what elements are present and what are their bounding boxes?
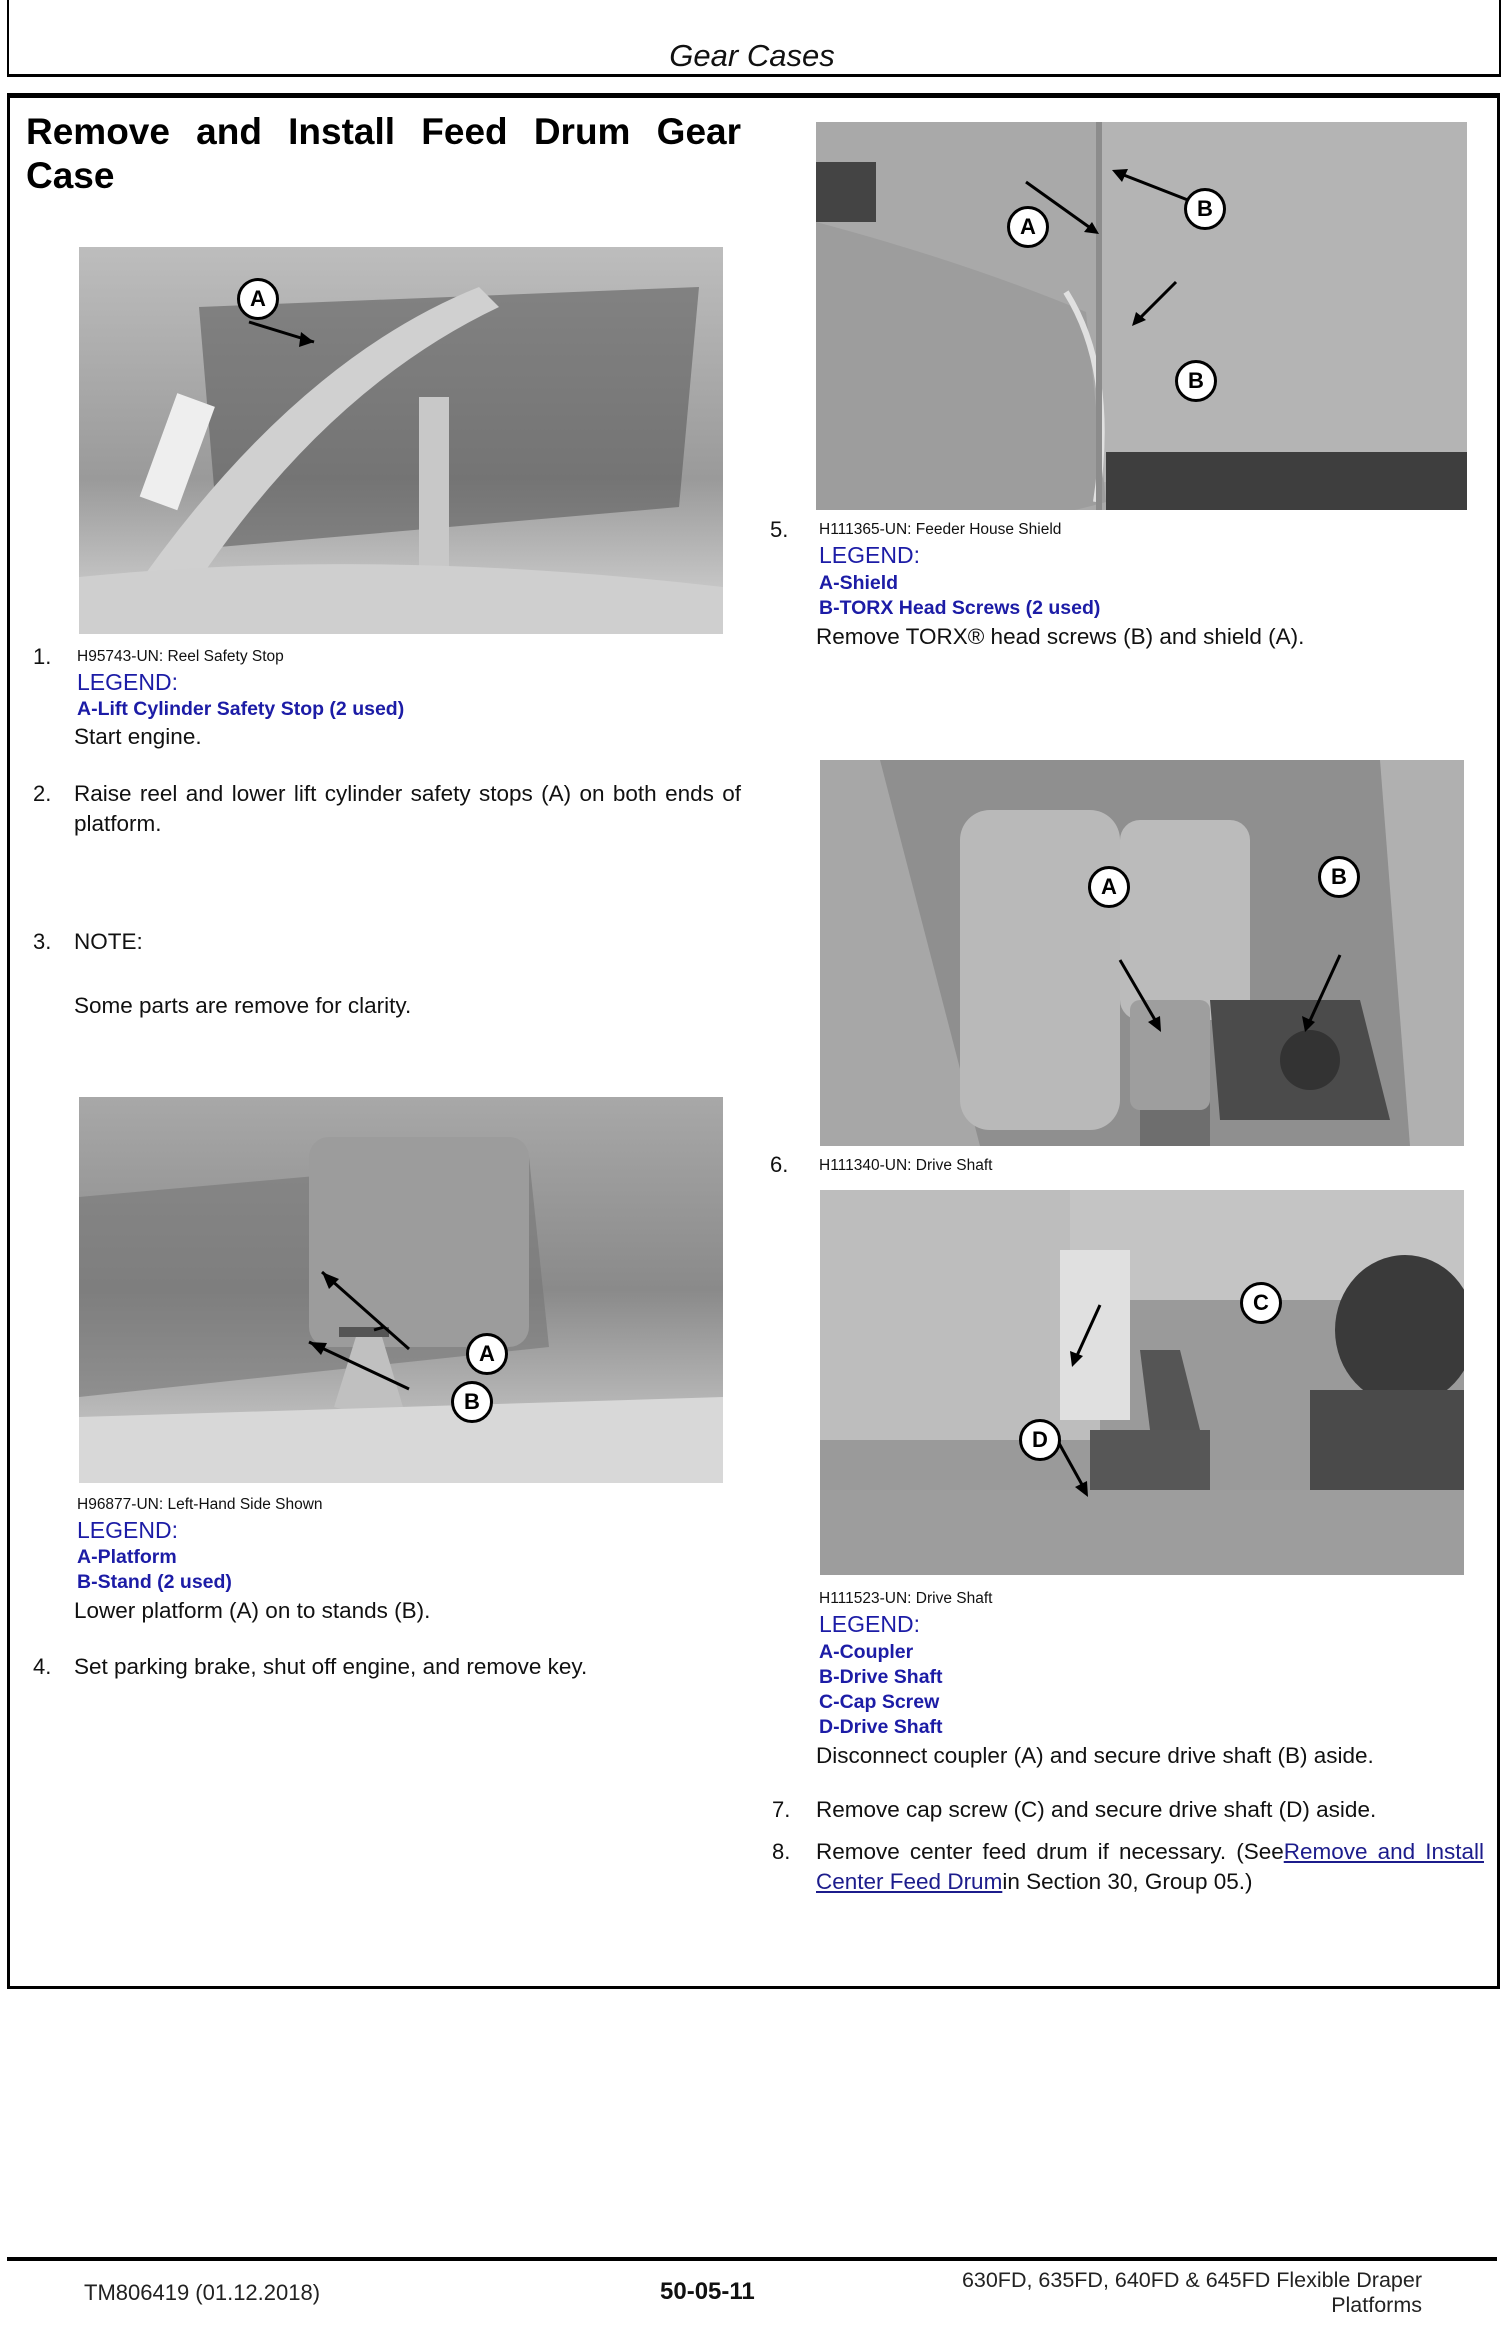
step-number: 7. [772, 1797, 791, 1822]
step-text: Remove center feed drum if necessary. (See [816, 1839, 1284, 1864]
callout-b: B [1184, 188, 1226, 230]
cross-reference-link[interactable]: Remove and Install Center Feed Drum [816, 1839, 1484, 1894]
step-instruction: Remove TORX® head screws (B) and shield (A). [816, 624, 1305, 649]
step-instruction: Raise reel and lower lift cylinder safety stops (A) on both ends of platform. [74, 781, 741, 836]
step-instruction: Set parking brake, shut off engine, and remove key. [74, 1654, 588, 1679]
step-text: in Section 30, Group 05.) [1002, 1869, 1253, 1894]
legend-item: B-TORX Head Screws (2 used) [819, 597, 1101, 619]
figure-caption: H111523-UN: Drive Shaft [819, 1590, 993, 1607]
step-number: 4. [33, 1654, 52, 1679]
footer-rule [7, 2257, 1497, 2261]
callout-arrows [816, 122, 1467, 510]
step-instruction: Disconnect coupler (A) and secure drive shaft (B) aside. [816, 1743, 1374, 1768]
step-instruction: Remove cap screw (C) and secure drive shaft (D) aside. [816, 1797, 1377, 1822]
step-number: 2. [33, 781, 52, 806]
step-number: 5. [770, 517, 789, 542]
figure-caption: H111365-UN: Feeder House Shield [819, 521, 1062, 538]
figure-caption: H96877-UN: Left-Hand Side Shown [77, 1496, 323, 1513]
note-label: NOTE: [74, 929, 143, 954]
legend-item: B-Drive Shaft [819, 1666, 943, 1688]
legend-item: A-Lift Cylinder Safety Stop (2 used) [77, 698, 405, 720]
document-id: TM806419 (01.12.2018) [84, 2280, 321, 2305]
arrowhead [299, 332, 314, 347]
legend-item: A-Coupler [819, 1641, 914, 1663]
page-number: 50-05-11 [660, 2278, 755, 2305]
callout-b: B [1175, 360, 1217, 402]
callout-arrows [820, 760, 1464, 1146]
step-number: 1. [33, 644, 52, 669]
step-instruction: Start engine. [74, 724, 202, 749]
legend-item: D-Drive Shaft [819, 1716, 943, 1738]
legend-item: A-Platform [77, 1546, 177, 1568]
step-number: 6. [770, 1152, 789, 1177]
page-title: Remove and Install Feed Drum Gear Case [26, 111, 741, 196]
figure-caption: H95743-UN: Reel Safety Stop [77, 648, 284, 665]
callout-d: D [1019, 1419, 1061, 1461]
callout-arrows [820, 1190, 1464, 1575]
section-title: Gear Cases [669, 38, 835, 73]
callout-b: B [451, 1381, 493, 1423]
callout-c: C [1240, 1282, 1282, 1324]
legend-heading: LEGEND: [819, 1611, 920, 1637]
callout-a: A [237, 278, 279, 320]
step-number: 8. [772, 1839, 791, 1864]
callout-a: A [1007, 206, 1049, 248]
legend-heading: LEGEND: [77, 1517, 178, 1543]
step-instruction: Lower platform (A) on to stands (B). [74, 1598, 431, 1623]
callout-arrows [79, 1097, 723, 1483]
legend-item: A-Shield [819, 572, 899, 594]
step-instruction [816, 1837, 1484, 1897]
figure-caption: H111340-UN: Drive Shaft [819, 1157, 993, 1174]
note-text: Some parts are remove for clarity. [74, 993, 412, 1018]
legend-heading: LEGEND: [819, 542, 920, 568]
step-number: 3. [33, 929, 52, 954]
callout-a: A [1088, 866, 1130, 908]
product-name: 630FD, 635FD, 640FD & 645FD Flexible Draper Platforms [961, 2268, 1422, 2317]
callout-a: A [466, 1333, 508, 1375]
legend-item: B-Stand (2 used) [77, 1571, 232, 1593]
callout-b: B [1318, 856, 1360, 898]
legend-heading: LEGEND: [77, 669, 178, 695]
legend-item: C-Cap Screw [819, 1691, 940, 1713]
